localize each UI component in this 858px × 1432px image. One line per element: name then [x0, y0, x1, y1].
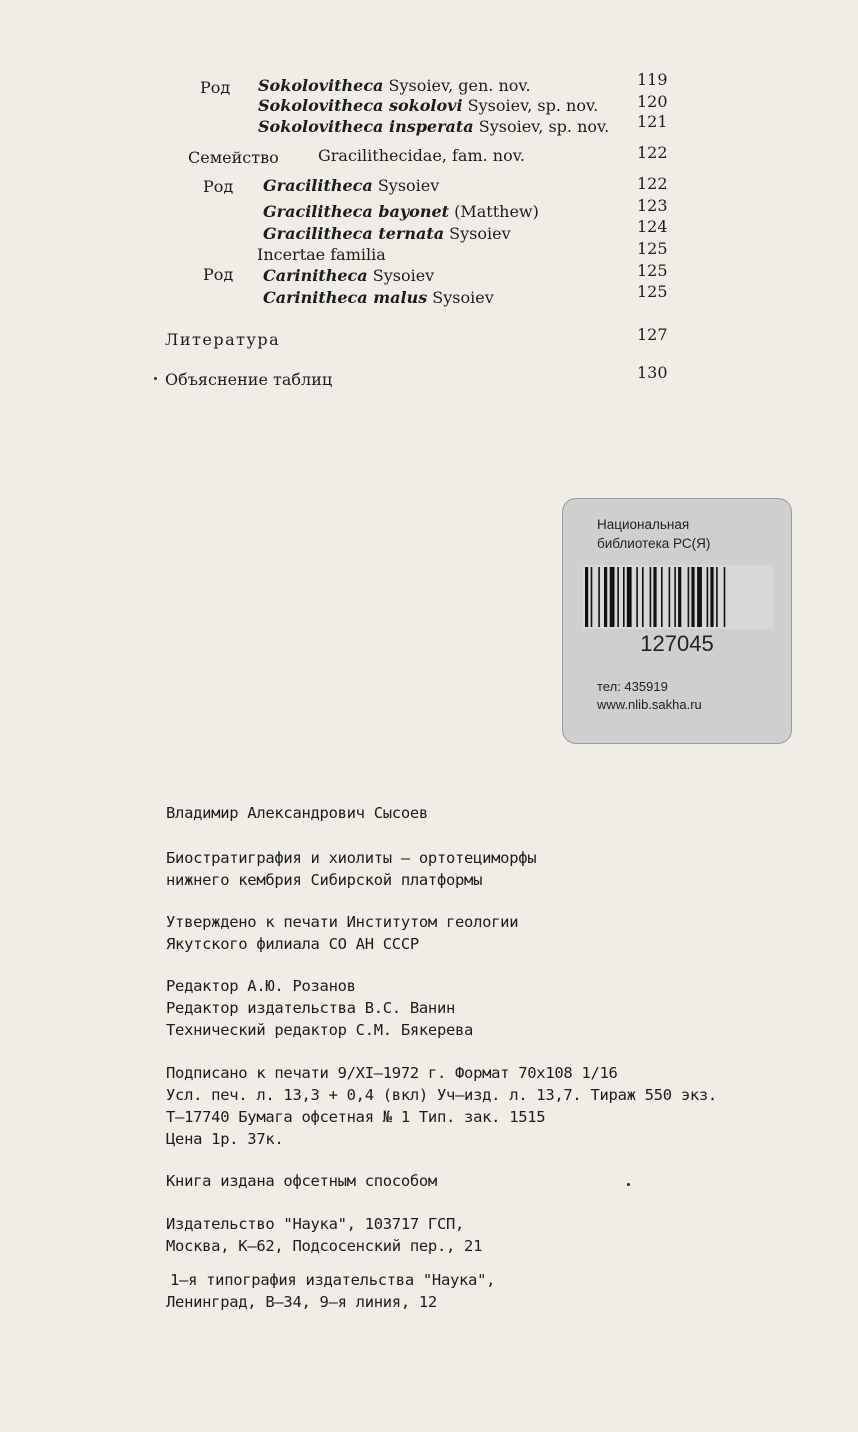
- publishing-editor-line: Редактор издательства В.С. Ванин: [166, 999, 456, 1017]
- author-name: Владимир Александрович Сысоев: [166, 804, 428, 822]
- approval-line: Утверждено к печати Институтом геологии: [166, 913, 519, 931]
- toc-plates: Объяснение таблиц: [165, 370, 333, 389]
- print-method-line: Книга издана офсетным способом: [166, 1172, 437, 1190]
- barcode-icon: [583, 565, 773, 629]
- toc-entry-title: Carinitheca Sysoiev: [263, 266, 435, 285]
- toc-label: Род: [200, 78, 231, 97]
- toc-page-number: 119: [637, 70, 668, 89]
- print-details-line: Т–17740 Бумага офсетная № 1 Тип. зак. 1515: [166, 1108, 546, 1126]
- toc-page-number: 120: [637, 92, 668, 111]
- toc-page-number: 124: [637, 217, 668, 236]
- toc-entry-title: Gracilithecidae, fam. nov.: [318, 146, 525, 165]
- ink-dot: [154, 377, 157, 380]
- book-title-line: Биостратиграфия и хиолиты – ортотецимoрфы: [166, 849, 537, 867]
- toc-entry-title: Sokolovitheca Sysoiev, gen. nov.: [258, 76, 531, 95]
- toc-page-number: 122: [637, 174, 668, 193]
- toc-page-number: 123: [637, 196, 668, 215]
- toc-entry-title: Gracilitheca ternata Sysoiev: [263, 224, 511, 243]
- toc-label: Род: [203, 265, 234, 284]
- toc-page-number: 125: [637, 282, 668, 301]
- library-name: Национальная библиотека РС(Я): [597, 517, 711, 551]
- toc-page-number: 122: [637, 143, 668, 162]
- toc-literature: Литература: [165, 330, 281, 349]
- toc-page-number: 127: [637, 325, 668, 344]
- toc-entry-title: Gracilitheca Sysoiev: [263, 176, 440, 195]
- toc-entry-title: Sokolovitheca insperata Sysoiev, sp. nov.: [258, 117, 610, 136]
- editor-line: Редактор А.Ю. Розанов: [166, 977, 356, 995]
- publisher-line: Москва, К–62, Подсосенский пер., 21: [166, 1237, 483, 1255]
- library-phone: тел: 435919: [597, 679, 668, 694]
- toc-label: Род: [203, 177, 234, 196]
- print-details-line: Подписано к печати 9/XI–1972 г. Формат 70х108 1/16: [166, 1064, 618, 1082]
- price-line: Цена 1р. 37к.: [166, 1130, 284, 1148]
- printer-line: Ленинград, В–34, 9–я линия, 12: [166, 1293, 437, 1311]
- toc-entry-title: Sokolovitheca sokolovi Sysoiev, sp. nov.: [258, 96, 599, 115]
- library-barcode-sticker: [562, 498, 792, 744]
- book-title-line: нижнего кембрия Сибирской платформы: [166, 871, 483, 889]
- publisher-line: Издательство "Наука", 103717 ГСП,: [166, 1215, 465, 1233]
- library-website: www.nlib.sakha.ru: [597, 697, 702, 712]
- technical-editor-line: Технический редактор С.М. Бякерева: [166, 1021, 474, 1039]
- toc-page-number: 125: [637, 261, 668, 280]
- barcode-number: 127045: [640, 631, 714, 656]
- print-details-line: Усл. печ. л. 13,3 + 0,4 (вкл) Уч–изд. л. 13,7. Тираж 550 экз.: [166, 1086, 717, 1104]
- toc-label: Семейство: [188, 148, 279, 167]
- approval-line: Якутского филиала СО АН СССР: [166, 935, 419, 953]
- printer-line: 1–я типография издательства "Наука",: [170, 1271, 496, 1289]
- toc-entry-title: Gracilitheca bayonet (Matthew): [263, 202, 539, 221]
- toc-page-number: 121: [637, 112, 668, 131]
- ink-dot: [627, 1183, 630, 1186]
- toc-entry-title: Incertae familia: [257, 245, 386, 264]
- toc-page-number: 125: [637, 239, 668, 258]
- toc-entry-title: Carinitheca malus Sysoiev: [263, 288, 494, 307]
- toc-page-number: 130: [637, 363, 668, 382]
